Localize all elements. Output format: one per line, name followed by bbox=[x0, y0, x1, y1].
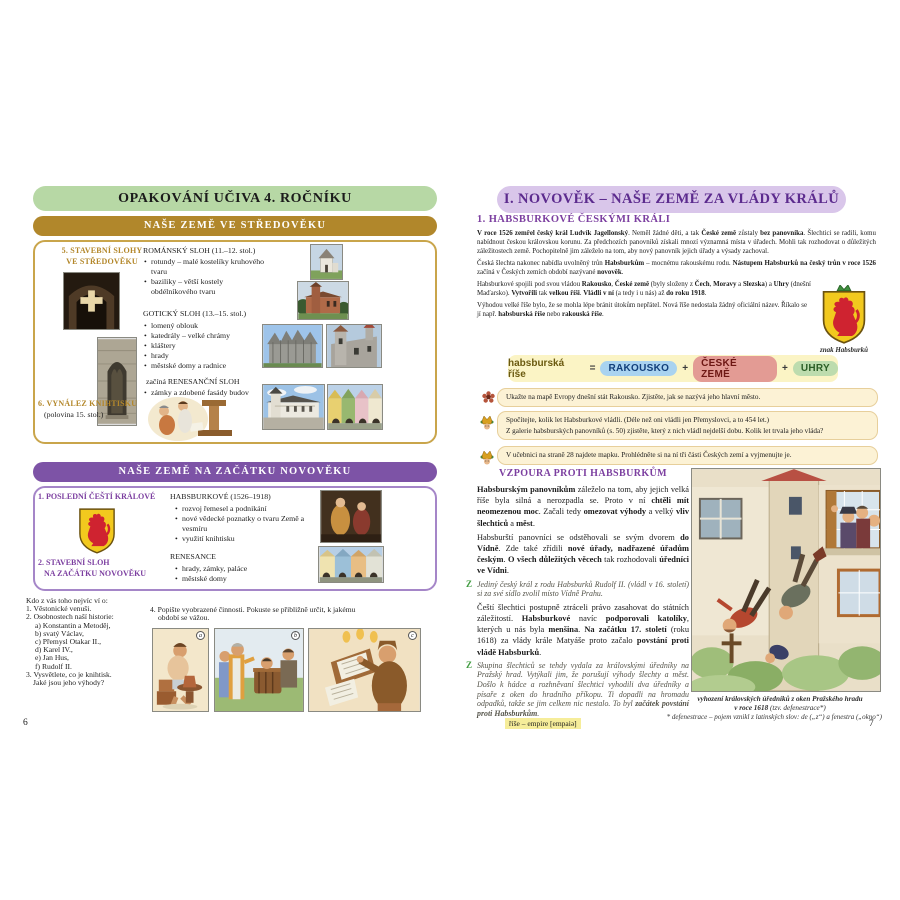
gothic-cathedral-photo bbox=[262, 324, 323, 368]
printing-press-illustration bbox=[146, 395, 234, 442]
gothic-bullet: • kláštery bbox=[143, 341, 273, 351]
renaissance-note: začíná RENESANČNÍ SLOH bbox=[146, 377, 240, 386]
habsburgs-bullet: • nové vědecké poznatky o tvaru Země a vesmíru bbox=[174, 514, 326, 534]
crown-icon bbox=[480, 449, 494, 465]
note-marker: Z bbox=[466, 578, 473, 589]
paragraph: Habsburským panovníkům záleželo na tom, aby jejich velká říše byla silná a nerozpadla se. Proto v ní chtěli mít neomezenou moc. Začali tedy omezovat výhody a velký vliv šlechticů a měst. bbox=[477, 485, 690, 528]
habsburg-lion-shield bbox=[78, 506, 116, 554]
czech-lands-term: ČESKÉ ZEMĚ bbox=[693, 356, 777, 382]
caption-line: vyhození královských úředníků z oken Pražského hradu bbox=[697, 695, 863, 703]
interest-note bbox=[466, 659, 690, 719]
gothic-style-title: GOTICKÝ SLOH (13.–15. stol.) bbox=[143, 309, 247, 318]
question-line: f) Rudolf II. bbox=[35, 661, 72, 671]
printing-invention-sub: (polovina 15. stol.) bbox=[44, 410, 104, 419]
medieval-banner: NAŠE ZEMĚ VE STŘEDOVĚKU bbox=[33, 216, 437, 236]
empire-equation bbox=[508, 355, 838, 382]
footnote: * defenestrace – pojem vznikl z latinských slov: de („z“) a fenestra („okno“) bbox=[666, 713, 882, 721]
plus-sign: + bbox=[782, 363, 788, 374]
paragraph: V roce 1526 zemřel český král Ludvík Jagellonský. Neměl žádné děti, a tak České země zůstaly bez panovníka. Šlechtici se radili, komu nabídnout českou královskou korunu. Za předchozích panovníků získali mnozí významná místa v úřadech. Mohli tak rozhodovat o důležitých záležitostech země. Pochopitelně jim záleželo na tom, aby nový panovník jejich úřady a výsady zachoval. bbox=[477, 230, 876, 255]
paragraph: Česká šlechta nakonec nabídla uvolněný trůn Habsburkům – mocnému rakouskému rodu. Nástupem Habsburků na český trůn v roce 1526 začíná v Českých zemích období nazývané novověk. bbox=[477, 260, 876, 276]
section-heading: 1. HABSBURKOVÉ ČESKÝMI KRÁLI bbox=[477, 214, 671, 225]
monk-scribe-illustration bbox=[308, 628, 421, 712]
printing-invention-label: 6. VYNÁLEZ KNIHTISKU bbox=[38, 399, 138, 408]
rotunda-photo bbox=[310, 244, 343, 280]
question-line: b) svatý Václav, bbox=[35, 628, 84, 638]
paragraph: Habsburští panovníci se odstěhovali se svým dvorem do Vídně. Zde také zřídili nové úřady, nadřazené úřadům českým. O všech důležitých věcech tak rozhodovali úředníci ve Vídni. bbox=[477, 532, 689, 576]
vocabulary-entry: říše – empire [empaiə] bbox=[505, 713, 581, 731]
questions-column bbox=[26, 597, 152, 687]
basilica-photo bbox=[297, 281, 349, 320]
gothic-bullet: • katedrály – velké chrámy bbox=[143, 331, 273, 341]
question-line: 3. Vysvětlete, co je knihtisk. bbox=[26, 669, 112, 679]
note-marker: Z bbox=[466, 659, 473, 670]
habsburgs-bullet: • rozvoj řemesel a podnikání bbox=[174, 504, 326, 514]
habsburgs-bullet: • využití knihtisku bbox=[174, 534, 326, 544]
question-line: d) Karel IV., bbox=[35, 645, 73, 655]
task-box bbox=[497, 446, 878, 465]
renaissance-style-bullet: • hrady, zámky, paláce bbox=[174, 564, 324, 574]
gothic-bullet: • městské domy a radnice bbox=[143, 361, 273, 371]
building-styles-label: 5. STAVEBNÍ SLOHY VE STŘEDOVĚKU bbox=[61, 246, 143, 266]
task-text: Z galerie habsburských panovníků (s. 50) zjistěte, který z nich vládl nejdelší dobu. Kolik let trvala jeho vláda? bbox=[506, 426, 824, 435]
task-text: Spočítejte, kolik let Habsburkové vládli. (Déle než oni vládli jen Přemyslovci, a to 454 let.) bbox=[506, 416, 770, 424]
romanesque-bullet: • baziliky – větší kostely obdélníkového tvaru bbox=[143, 277, 265, 297]
gothic-bullet: • hrady bbox=[143, 351, 273, 361]
interest-note bbox=[466, 578, 689, 599]
romanesque-style-title: ROMÁNSKÝ SLOH (11.–12. stol.) bbox=[143, 246, 256, 255]
early-modern-banner: NAŠE ZEMĚ NA ZAČÁTKU NOVOVĚKU bbox=[33, 462, 437, 482]
habsburgs-title: HABSBURKOVÉ (1526–1918) bbox=[170, 492, 271, 501]
crown-icon bbox=[480, 414, 494, 430]
task-text: Ukažte na mapě Evropy dnešní stát Rakousko. Zjistěte, jak se nazývá jeho hlavní město. bbox=[506, 393, 761, 401]
question-4-text: 4. Popište vyobrazené činnosti. Pokuste se přibližně určit, k jakému bbox=[150, 605, 356, 614]
note-text: Skupina šlechticů se tehdy vydala za královskými úředníky na Pražský hrad. Vytýkali jim, že porušují výhody šlechty a měst. Došlo k hádce a rozhněvaní šlechtici vyhodili dva úředníky a písaře z oken do hradního příkopu. Ti dopadli na hromadu odpadků, takže se jim celkem nic nestalo. To byl začátek povstání proti Habsburkům. bbox=[477, 660, 690, 718]
habsburg-painting-photo bbox=[320, 490, 382, 543]
potter-illustration bbox=[152, 628, 209, 712]
left-page-number: 6 bbox=[23, 718, 28, 728]
image-label: b bbox=[291, 631, 300, 640]
austria-term: RAKOUSKO bbox=[600, 361, 677, 376]
image-label: c bbox=[408, 631, 417, 640]
question-line: 1. Věstonické venuši. bbox=[26, 604, 92, 614]
revolt-body bbox=[466, 484, 690, 721]
question-line: a) Konstantin a Metoděj, bbox=[35, 620, 111, 630]
plus-sign: + bbox=[682, 363, 689, 374]
gothic-castle-photo bbox=[326, 324, 382, 368]
image-label: a bbox=[196, 631, 205, 640]
equals-sign: = bbox=[589, 363, 596, 374]
question-4-text: období se vážou. bbox=[158, 613, 210, 622]
right-page-number: 7 bbox=[869, 719, 874, 729]
habsburg-lion-shield bbox=[817, 285, 871, 344]
chapter-banner: I. NOVOVĚK – NAŠE ZEMĚ ZA VLÁDY KRÁLŮ bbox=[497, 186, 846, 213]
review-banner: OPAKOVÁNÍ UČIVA 4. ROČNÍKU bbox=[33, 186, 437, 211]
task-box bbox=[497, 411, 878, 440]
paragraph: Habsburkové spojili pod svou vládou Rakousko, České země (byly složeny z Čech, Moravy a Slezska) a Uhry (dnešní Maďarsko). Vytvořili tak velkou říši. Vládli v ní (a tedy i u nás) až do roku 1918. bbox=[477, 281, 811, 297]
caption-line: v roce 1618 (tzv. defenestrace*) bbox=[734, 703, 826, 712]
telc-townhouses-photo bbox=[318, 546, 384, 583]
task-text: V učebnici na straně 28 najdete mapku. Prohlédněte si na ní tři části Českých zemí a vyjmenujte je. bbox=[506, 451, 792, 459]
gothic-bullet: • lomený oblouk bbox=[143, 321, 273, 331]
renaissance-townhouses-photo bbox=[327, 384, 383, 430]
shield-caption: znak Habsburků bbox=[819, 346, 869, 354]
task-box bbox=[497, 388, 878, 407]
hungary-term: UHRY bbox=[793, 361, 838, 376]
renaissance-style-bullet: • městské domy bbox=[174, 574, 324, 584]
romanesque-interior-photo bbox=[63, 272, 120, 330]
equation-label: habsburská říše bbox=[508, 357, 565, 380]
romanesque-bullet: • rotundy – malé kostelíky kruhového tvaru bbox=[143, 257, 265, 277]
last-czech-kings-label: 1. POSLEDNÍ ČEŠTÍ KRÁLOVÉ bbox=[38, 492, 156, 501]
question-line: c) Přemysl Otakar II., bbox=[35, 637, 102, 647]
question-line: Kdo z vás toho nejvíc ví o: bbox=[26, 596, 108, 605]
question-line: 2. Osobnostech naší historie: bbox=[26, 612, 114, 622]
flower-icon bbox=[482, 391, 495, 404]
question-line: Jaké jsou jeho výhody? bbox=[33, 678, 105, 688]
renaissance-chateau-photo bbox=[262, 384, 325, 430]
baptism-illustration bbox=[214, 628, 304, 712]
paragraph: Čeští šlechtici postupně ztráceli právo zasahovat do státních záležitostí. Habsburkové navíc podporovali katolíky, kterých u nás byla menšina. Na začátku 17. století (roku 1618) za vlády krále Matyáše proto začalo povstání proti vládě Habsburků. bbox=[477, 602, 690, 657]
question-line: e) Jan Hus, bbox=[35, 653, 69, 663]
note-text: Jediný český král z rodu Habsburků Rudolf II. (vládl v 16. století) si za své sídlo zvolil místo Vídně Prahu. bbox=[477, 579, 689, 599]
illustration-caption bbox=[678, 695, 882, 713]
paragraph: Výhodou velké říše bylo, že se mohla lépe bránit útokům nepřátel. Nová říše nedostala žádný oficiální název. Říkalo se jí např. habsburská říše nebo rakouská říše. bbox=[477, 302, 807, 318]
building-style-modern-label: 2. STAVEBNÍ SLOH NA ZAČÁTKU NOVOVĚKU bbox=[38, 558, 147, 578]
renaissance-title: RENESANCE bbox=[170, 552, 216, 561]
defenestration-illustration bbox=[691, 468, 881, 692]
revolt-heading: VZPOURA PROTI HABSBURKŮM bbox=[499, 468, 667, 479]
renaissance-bullet: • zámky a zdobené fasády budov bbox=[143, 388, 303, 398]
